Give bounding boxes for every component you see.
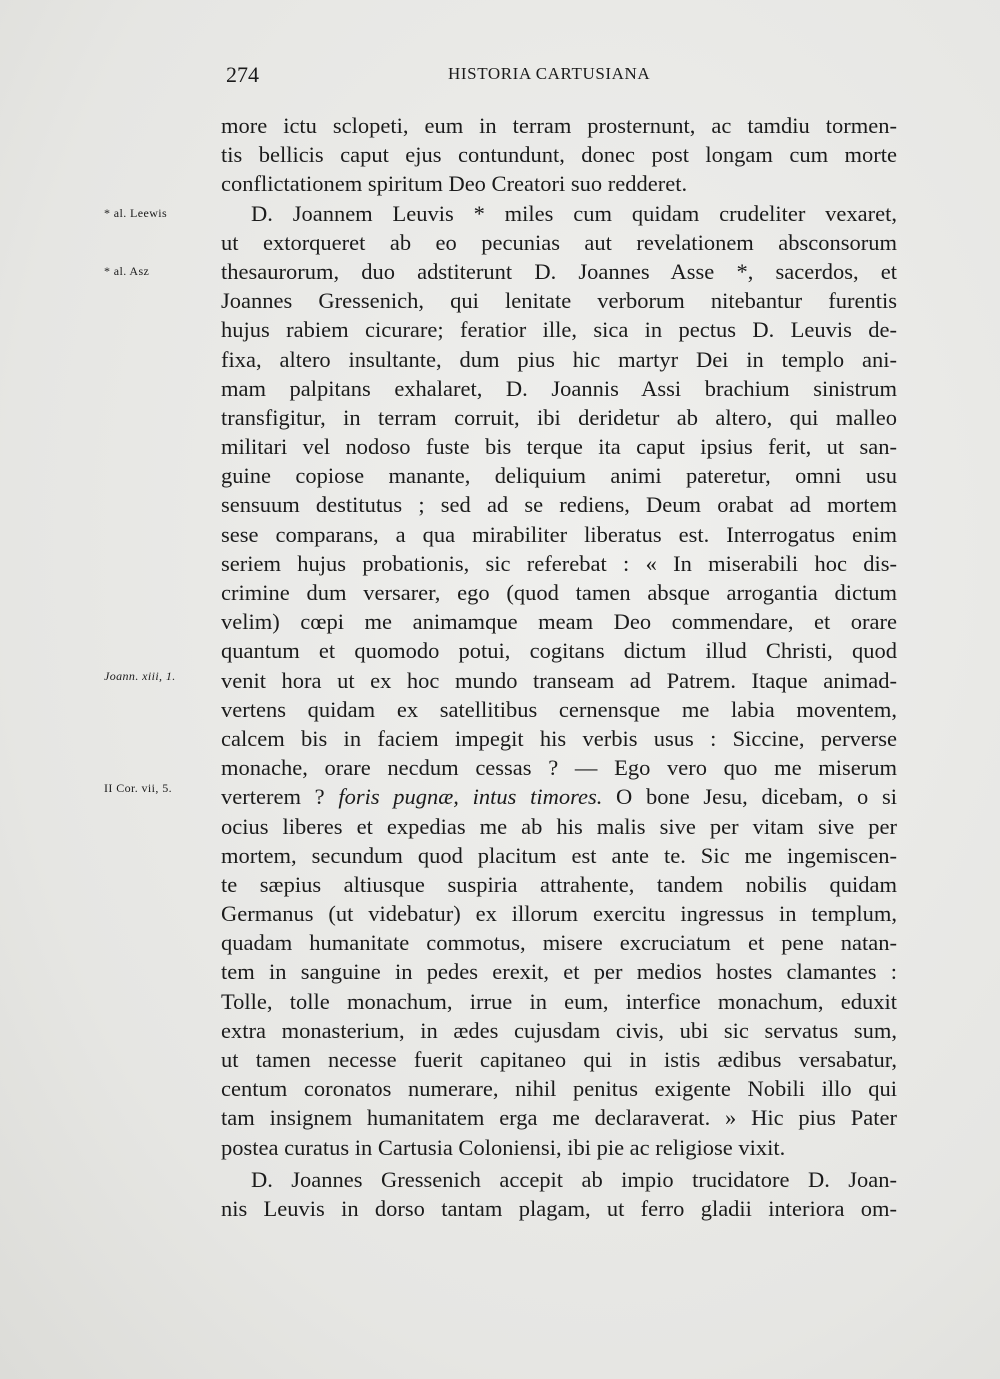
text-line: conflictationem spiritum Deo Creatori suo redderet. xyxy=(221,171,688,197)
text-line: tem in sanguine in pedes erexit, et per medios hostes clamantes : xyxy=(221,959,897,985)
text-line: transfigitur, in terram corruit, ibi deridetur ab altero, qui malleo xyxy=(221,404,897,430)
text-line: Joannes Gressenich, qui lenitate verborum nitebantur furentis xyxy=(221,288,897,314)
page-number: 274 xyxy=(226,62,259,87)
text-line: sensuum destitutus ; sed ad se rediens, Deum orabat ad mortem xyxy=(221,492,897,518)
italic-quote: foris pugnæ, intus timores. xyxy=(338,784,603,810)
text-line: quadam humanitate commotus, misere excruciatum et pene natan- xyxy=(221,930,897,956)
line-segment: O bone Jesu, dicebam, o si xyxy=(602,784,897,810)
text-line: Germanus (ut videbatur) ex illorum exercitu ingressus in templum, xyxy=(221,901,897,927)
text-line: Tolle, tolle monachum, irrue in eum, interfice monachum, eduxit xyxy=(221,988,897,1014)
text-line: thesaurorum, duo adstiterunt D. Joannes Asse *, sacerdos, et xyxy=(221,258,897,284)
text-line: ocius liberes et expedias me ab his malis sive per vitam sive per xyxy=(221,813,897,839)
text-line: venit hora ut ex hoc mundo transeam ad Patrem. Itaque animad- xyxy=(221,667,897,693)
margin-note-asz: * al. Asz xyxy=(104,264,150,278)
text-line: te sæpius altiusque suspiria attrahente, tandem nobilis quidam xyxy=(221,871,897,897)
text-line: fixa, altero insultante, dum pius hic martyr Dei in templo ani- xyxy=(221,346,897,372)
margin-note-joann: Joann. xiii, 1. xyxy=(104,669,176,683)
text-line: more ictu sclopeti, eum in terram prosternunt, ac tamdiu tormen- xyxy=(221,113,897,138)
text-line: ut extorqueret ab eo pecunias aut revelationem absconsorum xyxy=(221,229,897,255)
text-line: sese comparans, a qua mirabiliter liberatus est. Interrogatus enim xyxy=(221,521,897,547)
line-segment: verterem ? xyxy=(221,784,339,810)
text-line: crimine dum versarer, ego (quod tamen absque arrogantia dictum xyxy=(221,580,897,605)
paragraph-start-line: D. Joannes Gressenich accepit ab impio trucidatore D. Joan- xyxy=(251,1166,897,1192)
text-line: militari vel nodoso fuste bis terque ita caput ipsius ferit, ut san- xyxy=(221,434,897,460)
page-header xyxy=(226,62,896,88)
margin-note-cor: II Cor. vii, 5. xyxy=(104,781,172,795)
text-line: tam insignem humanitatem erga me declaraverat. » Hic pius Pater xyxy=(221,1105,897,1131)
text-line: velim) cœpi me animamque meam Deo commendare, et orare xyxy=(221,609,897,635)
text-line: seriem hujus probationis, sic referebat : « In miserabili hoc dis- xyxy=(221,550,897,576)
paragraph-start-line: D. Joannem Leuvis * miles cum quidam crudeliter vexaret, xyxy=(251,200,897,226)
running-title: HISTORIA CARTUSIANA xyxy=(448,64,651,83)
text-line: ut tamen necesse fuerit capitaneo qui in istis ædibus versabatur, xyxy=(221,1047,897,1072)
text-line: vertens quidam ex satellitibus cernensque me labia moventem, xyxy=(221,696,897,722)
text-line-with-italic xyxy=(221,782,897,811)
text-line: postea curatus in Cartusia Coloniensi, ibi pie ac religiose vixit. xyxy=(221,1134,786,1160)
body-text xyxy=(221,111,897,1223)
text-line: hujus rabiem cicurare; feratior ille, sica in pectus D. Leuvis de- xyxy=(221,317,897,343)
text-line: quantum et quomodo potui, cogitans dictum illud Christi, quod xyxy=(221,638,897,664)
text-line: centum coronatos numerare, nihil penitus exigente Nobili illo qui xyxy=(221,1076,897,1102)
text-line: mam palpitans exhalaret, D. Joannis Assi brachium sinistrum xyxy=(221,375,897,401)
text-line: mortem, secundum quod placitum est ante te. Sic me ingemiscen- xyxy=(221,842,897,868)
text-line: tis bellicis caput ejus contundunt, donec post longam cum morte xyxy=(221,142,897,168)
text-line: extra monasterium, in ædes cujusdam civis, ubi sic servatus sum, xyxy=(221,1017,897,1043)
text-line: calcem bis in faciem impegit his verbis usus : Siccine, perverse xyxy=(221,725,897,751)
text-line: monache, orare necdum cessas ? — Ego vero quo me miserum xyxy=(221,755,897,781)
text-line: guine copiose manante, deliquium animi pateretur, omni usu xyxy=(221,463,897,489)
margin-note-leewis: * al. Leewis xyxy=(104,206,168,220)
text-line: nis Leuvis in dorso tantam plagam, ut ferro gladii interiora om- xyxy=(221,1195,897,1221)
